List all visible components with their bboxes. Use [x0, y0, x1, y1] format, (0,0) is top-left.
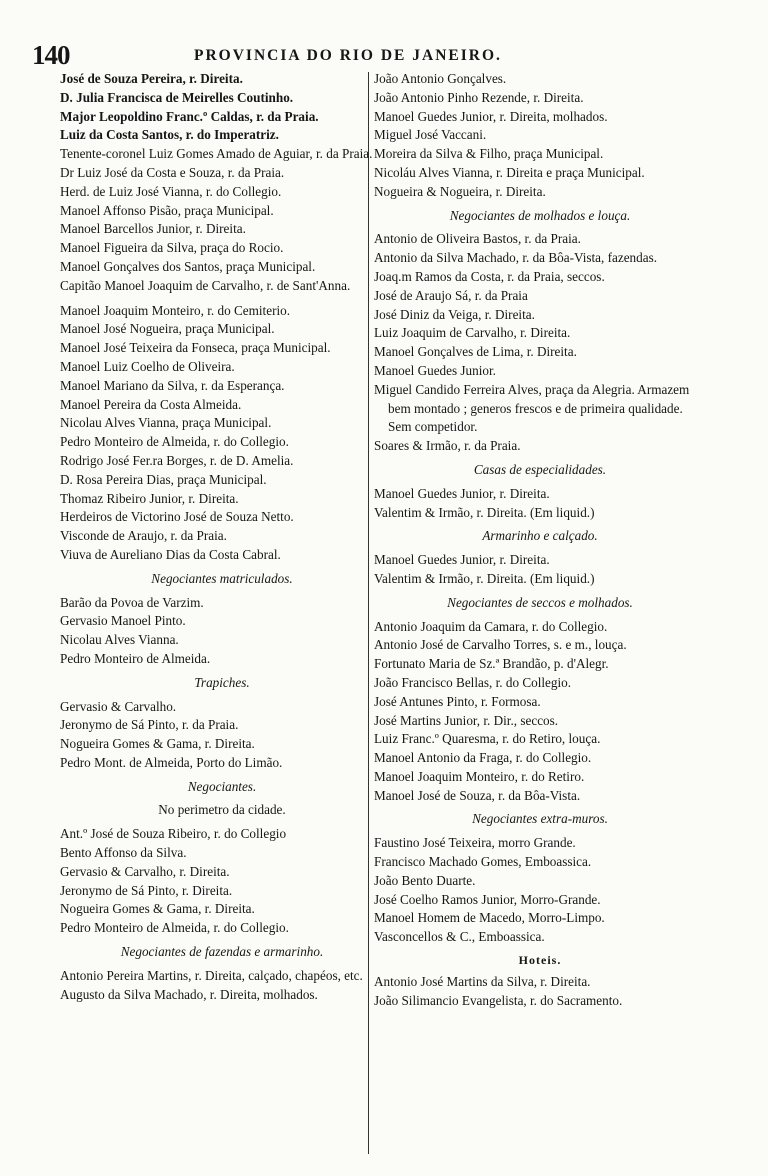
list-item: Rodrigo José Fer.ra Borges, r. de D. Amelia. [60, 452, 294, 468]
list-item: Fortunato Maria de Sz.ª Brandão, p. d'Alegr. [374, 656, 609, 672]
list-item: Miguel Candido Ferreira Alves, praça da Alegria. Armazem bem montado ; generos frescos e de primeira qualidade. Sem competidor. [374, 381, 690, 435]
section-subheading: No perimetro da cidade. [158, 802, 286, 818]
running-head: PROVINCIA DO RIO DE JANEIRO. [194, 47, 502, 64]
list-item: José Antunes Pinto, r. Formosa. [374, 693, 541, 709]
list-item: Manoel Luiz Coelho de Oliveira. [60, 358, 235, 374]
list-item: Nicoláu Alves Vianna, r. Direita e praça Municipal. [374, 164, 645, 180]
list-item: Manoel Mariano da Silva, r. da Esperança. [60, 377, 285, 393]
section-heading: Negociantes de molhados e louça. [449, 207, 631, 223]
left-top-list [60, 70, 384, 145]
list-item: Manoel Antonio da Fraga, r. do Collegio. [374, 750, 592, 766]
section-heading: Trapiches. [194, 674, 250, 690]
list-item: Manoel José de Souza, r. da Bôa-Vista. [374, 787, 581, 803]
page-header [30, 40, 730, 70]
list-item: Luiz Joaquim de Carvalho, r. Direita. [374, 325, 571, 341]
list-item: Viuva de Aureliano Dias da Costa Cabral. [60, 546, 281, 562]
list-item: Luiz Franc.º Quaresma, r. do Retiro, louça. [374, 731, 601, 747]
list-item: Jeronymo de Sá Pinto, r. da Praia. [60, 717, 239, 733]
right-column [374, 70, 706, 1011]
list-item: Manoel Guedes Junior, r. Direita. [374, 485, 550, 501]
list-item: Barão da Povoa de Varzim. [60, 594, 204, 610]
list-item: Joaq.m Ramos da Costa, r. da Praia, seccos. [374, 268, 605, 284]
list-item: Antonio Pereira Martins, r. Direita, calçado, chapéos, etc. [60, 967, 363, 983]
list-item: Antonio da Silva Machado, r. da Bôa-Vista, fazendas. [374, 250, 658, 266]
list-item: Manoel Guedes Junior, r. Direita. [374, 552, 550, 568]
list-item: Soares & Irmão, r. da Praia. [374, 438, 521, 454]
list-item: Nicolau Alves Vianna, praça Municipal. [60, 415, 272, 431]
list-item: João Bento Duarte. [374, 872, 476, 888]
list-item: Nogueira Gomes & Gama, r. Direita. [60, 901, 255, 917]
list-item: João Antonio Gonçalves. [374, 71, 507, 86]
list-item: Dr Luiz José da Costa e Souza, r. da Praia. [60, 164, 285, 180]
list-item: Gervasio & Carvalho. [60, 698, 177, 714]
list-item: Tenente-coronel Luiz Gomes Amado de Aguiar, r. da Praia. [60, 146, 373, 162]
list-item: Vasconcellos & C., Emboassica. [374, 929, 545, 945]
section-heading: Negociantes de fazendas e armarinho. [120, 944, 324, 960]
list-item: Manoel Barcellos Junior, r. Direita. [60, 221, 246, 237]
list-item: Augusto da Silva Machado, r. Direita, molhados. [60, 986, 318, 1002]
list-item: Gervasio Manoel Pinto. [60, 613, 186, 629]
list-item: Manoel Pereira da Costa Almeida. [60, 396, 242, 412]
list-item: Manoel Affonso Pisão, praça Municipal. [60, 202, 274, 218]
list-item: Miguel José Vaccani. [374, 127, 487, 143]
list-item: Herd. de Luiz José Vianna, r. do Collegio. [60, 183, 282, 199]
list-item: João Antonio Pinho Rezende, r. Direita. [374, 89, 584, 105]
list-item: Manoel José Nogueira, praça Municipal. [60, 321, 275, 337]
list-item: Manoel Homem de Macedo, Morro-Limpo. [374, 910, 605, 926]
list-item: Manoel Figueira da Silva, praça do Rocio. [60, 240, 284, 256]
list-item: José Diniz da Veiga, r. Direita. [374, 306, 535, 322]
list-item: João Silimancio Evangelista, r. do Sacramento. [374, 992, 623, 1008]
list-item: Bento Affonso da Silva. [60, 845, 187, 861]
list-item: Capitão Manoel Joaquim de Carvalho, r. de Sant'Anna. [60, 277, 351, 293]
list-item: Valentim & Irmão, r. Direita. (Em liquid.) [374, 570, 595, 586]
list-item: Moreira da Silva & Filho, praça Municipal. [374, 146, 604, 162]
list-item: Antonio Joaquim da Camara, r. do Collegio. [374, 618, 608, 634]
section-heading: Armarinho e calçado. [482, 528, 598, 544]
list-item: Thomaz Ribeiro Junior, r. Direita. [60, 490, 239, 506]
list-item: Nicolau Alves Vianna. [60, 632, 179, 648]
list-item: Nogueira Gomes & Gama, r. Direita. [60, 736, 255, 752]
page-number: 140 [32, 40, 70, 70]
section-heading: Hoteis. [518, 953, 562, 968]
list-item: Faustino José Teixeira, morro Grande. [374, 835, 576, 851]
section-heading: Negociantes de seccos e molhados. [447, 594, 633, 610]
list-item: D. Julia Francisca de Meirelles Coutinho. [60, 89, 294, 105]
list-item: Pedro Mont. de Almeida, Porto do Limão. [60, 754, 283, 770]
list-item: Major Leopoldino Franc.º Caldas, r. da Praia. [60, 108, 319, 124]
list-item: Jeronymo de Sá Pinto, r. Direita. [60, 882, 233, 898]
list-item: Manoel Gonçalves de Lima, r. Direita. [374, 344, 577, 360]
list-item: Manoel Gonçalves dos Santos, praça Municipal. [60, 258, 316, 274]
list-item: Manoel José Teixeira da Fonseca, praça Municipal. [60, 340, 331, 356]
list-item: D. Rosa Pereira Dias, praça Municipal. [60, 471, 267, 487]
list-item: Manoel Joaquim Monteiro, r. do Cemiterio. [60, 302, 291, 318]
list-item: José Martins Junior, r. Dir., seccos. [374, 712, 559, 728]
list-item: Francisco Machado Gomes, Emboassica. [374, 854, 592, 870]
list-item: Antonio José de Carvalho Torres, s. e m., louça. [374, 637, 627, 653]
list-item: Antonio José Martins da Silva, r. Direita. [374, 974, 591, 990]
list-item: Manoel Joaquim Monteiro, r. do Retiro. [374, 768, 585, 784]
list-item: João Francisco Bellas, r. do Collegio. [374, 674, 572, 690]
list-item: Antonio de Oliveira Bastos, r. da Praia. [374, 231, 581, 247]
list-item: Valentim & Irmão, r. Direita. (Em liquid.) [374, 504, 595, 520]
list-item: Nogueira & Nogueira, r. Direita. [374, 183, 546, 199]
section-heading: Negociantes. [187, 778, 257, 794]
list-item: Luiz da Costa Santos, r. do Imperatriz. [60, 127, 279, 143]
section-heading: Negociantes matriculados. [151, 570, 293, 586]
list-item: Pedro Monteiro de Almeida, r. do Collegio. [60, 434, 289, 450]
list-item: Gervasio & Carvalho, r. Direita. [60, 863, 230, 879]
list-item: Ant.º José de Souza Ribeiro, r. do Collegio [60, 826, 287, 842]
list-item: José Coelho Ramos Junior, Morro-Grande. [374, 891, 601, 907]
list-item: Visconde de Araujo, r. da Praia. [60, 528, 227, 544]
list-item: Manoel Guedes Junior. [374, 362, 496, 378]
section-heading: Casas de especialidades. [473, 461, 607, 477]
list-item: Pedro Monteiro de Almeida, r. do Collegio. [60, 920, 289, 936]
list-item: José de Souza Pereira, r. Direita. [60, 71, 243, 86]
list-item: Manoel Guedes Junior, r. Direita, molhados. [374, 108, 608, 124]
section-heading: Negociantes extra-muros. [472, 811, 608, 827]
list-item: Pedro Monteiro de Almeida. [60, 650, 211, 666]
list-item: Herdeiros de Victorino José de Souza Netto. [60, 509, 294, 525]
left-column [60, 70, 384, 1004]
list-item: José de Araujo Sá, r. da Praia [374, 287, 528, 303]
